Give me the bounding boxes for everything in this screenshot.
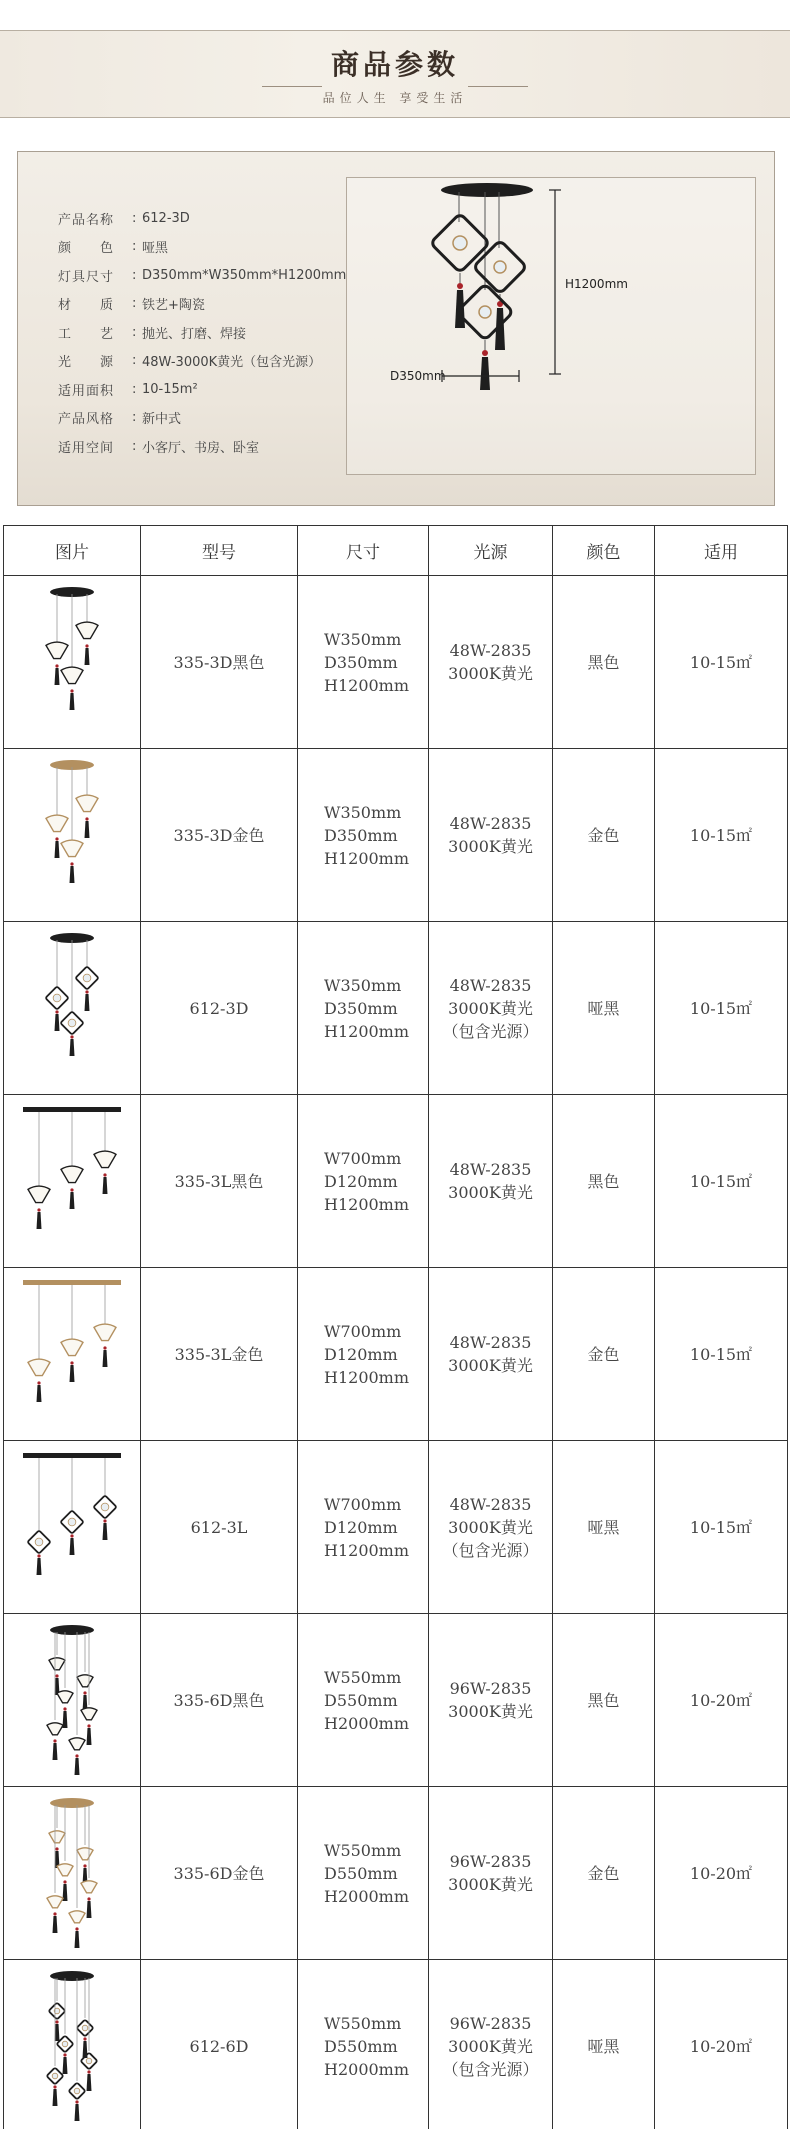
banner-divider-left (262, 86, 322, 87)
cell-model: 335-3D黑色 (141, 576, 298, 749)
cell-light (429, 1268, 553, 1441)
spec-list (58, 204, 346, 461)
cell-color: 哑黑 (553, 1441, 655, 1614)
cell-area: 10-20㎡ (655, 1614, 788, 1787)
size-line: H1200mm (324, 1021, 410, 1041)
spec-value: 612-3D (142, 210, 190, 226)
light-line: 96W-2835 (449, 1852, 532, 1871)
cell-model: 612-3L (141, 1441, 298, 1614)
spec-value: 10-15m² (142, 381, 198, 397)
width-dimension-label: D350mm (390, 369, 446, 383)
spec-separator: : (132, 210, 137, 226)
cell-size (298, 1095, 429, 1268)
cell-image (4, 922, 141, 1095)
table-row (4, 922, 788, 1095)
cell-model: 335-3D金色 (141, 749, 298, 922)
spec-row (58, 375, 346, 404)
cell-area: 10-15㎡ (655, 749, 788, 922)
light-line: 3000K黄光 (448, 1356, 533, 1375)
spec-value: 哑黑 (142, 241, 169, 257)
product-thumbnail-fan-3-round-gold (17, 755, 127, 915)
product-thumbnail-diamond-3-bar-black (17, 1447, 127, 1607)
size-line: W350mm (324, 629, 402, 649)
product-thumbnail-fan-6-round-gold (17, 1793, 127, 1953)
spec-label: 产品名称 (58, 212, 115, 228)
cell-area: 10-20㎡ (655, 1960, 788, 2129)
spec-row (58, 432, 346, 461)
spec-value: 新中式 (142, 412, 182, 428)
cell-color: 黑色 (553, 1614, 655, 1787)
header-model: 型号 (141, 526, 298, 576)
size-line: H1200mm (324, 1540, 410, 1560)
pendant-diamond-3 (457, 284, 514, 390)
light-line: （包含光源） (442, 1540, 539, 1560)
header-banner (0, 30, 790, 118)
cell-image (4, 1960, 141, 2129)
cell-size (298, 749, 429, 922)
spec-label: 材 质 (58, 298, 115, 314)
cell-color: 金色 (553, 1268, 655, 1441)
spec-value: 小客厅、书房、卧室 (142, 440, 260, 456)
size-line: D120mm (324, 1517, 398, 1537)
table-row (4, 1614, 788, 1787)
light-line: 96W-2835 (449, 2013, 532, 2033)
spec-separator: : (132, 239, 137, 255)
spec-label: 适用面积 (58, 383, 115, 399)
cell-model: 335-3L黑色 (141, 1095, 298, 1268)
product-thumbnail-fan-3-bar-gold (17, 1274, 127, 1434)
light-line: 48W-2835 (449, 1333, 532, 1352)
spec-separator: : (132, 381, 137, 397)
spec-row (58, 318, 346, 347)
spec-value: D350mm*W350mm*H1200mm (142, 267, 347, 283)
cell-area: 10-15㎡ (655, 1268, 788, 1441)
spec-value: 48W-3000K黄光（包含光源） (142, 355, 322, 371)
table-row (4, 1268, 788, 1441)
cell-size (298, 576, 429, 749)
canopy-shape (441, 183, 533, 197)
banner-divider-right (468, 86, 528, 87)
size-line: D120mm (324, 1171, 398, 1191)
cell-light (429, 1960, 553, 2129)
table-row (4, 1441, 788, 1614)
light-line: 48W-2835 (449, 1160, 532, 1179)
cell-model: 612-3D (141, 922, 298, 1095)
size-line: W700mm (324, 1321, 402, 1341)
spec-label: 颜 色 (58, 241, 115, 257)
size-line: D550mm (324, 1863, 398, 1883)
light-line: 48W-2835 (449, 975, 532, 995)
cell-color: 金色 (553, 749, 655, 922)
spec-row (58, 233, 346, 262)
cell-color: 黑色 (553, 1095, 655, 1268)
size-line: D350mm (324, 825, 398, 845)
size-line: H2000mm (324, 1713, 410, 1733)
product-table (3, 525, 788, 2129)
light-line: （包含光源） (442, 1021, 539, 1041)
cell-area: 10-20㎡ (655, 1787, 788, 1960)
size-line: W550mm (324, 2013, 402, 2033)
spec-separator: : (132, 353, 137, 369)
table-row (4, 576, 788, 749)
spec-label: 适用空间 (58, 440, 115, 456)
product-thumbnail-diamond-3-round-black (17, 928, 127, 1088)
cell-image (4, 576, 141, 749)
spec-row (58, 290, 346, 319)
cell-light (429, 922, 553, 1095)
product-thumbnail-fan-6-round-black (17, 1620, 127, 1780)
cell-image (4, 1441, 141, 1614)
cell-size (298, 922, 429, 1095)
header-light: 光源 (429, 526, 553, 576)
cell-image (4, 749, 141, 922)
spec-label: 灯具尺寸 (58, 269, 115, 285)
size-line: H1200mm (324, 675, 410, 695)
size-line: W350mm (324, 802, 402, 822)
size-line: W700mm (324, 1494, 402, 1514)
cell-color: 哑黑 (553, 922, 655, 1095)
size-line: D550mm (324, 2036, 398, 2056)
spec-row (58, 347, 346, 376)
size-line: H2000mm (324, 2059, 410, 2079)
pendant-diamond-2 (473, 240, 527, 350)
spec-separator: : (132, 267, 137, 283)
cell-area: 10-15㎡ (655, 576, 788, 749)
light-line: 48W-2835 (449, 1494, 532, 1514)
cell-model: 335-3L金色 (141, 1268, 298, 1441)
light-line: 3000K黄光 (448, 1702, 533, 1721)
cell-model: 612-6D (141, 1960, 298, 2129)
spec-separator: : (132, 438, 137, 454)
cell-light (429, 1095, 553, 1268)
light-line: 3000K黄光 (448, 1183, 533, 1202)
cell-image (4, 1787, 141, 1960)
light-line: （包含光源） (442, 2059, 539, 2079)
table-row (4, 1787, 788, 1960)
header-area: 适用 (655, 526, 788, 576)
size-line: W700mm (324, 1148, 402, 1168)
cell-model: 335-6D黑色 (141, 1614, 298, 1787)
size-line: H1200mm (324, 848, 410, 868)
product-thumbnail-diamond-6-round-black (17, 1966, 127, 2126)
spec-row (58, 404, 346, 433)
light-line: 3000K黄光 (448, 837, 533, 856)
cell-light (429, 1441, 553, 1614)
light-line: 3000K黄光 (448, 664, 533, 683)
size-line: D550mm (324, 1690, 398, 1710)
light-line: 48W-2835 (449, 641, 532, 660)
cell-size (298, 1268, 429, 1441)
spec-row (58, 261, 346, 290)
spec-value: 铁艺+陶瓷 (142, 298, 205, 314)
cell-color: 哑黑 (553, 1960, 655, 2129)
size-line: W550mm (324, 1840, 402, 1860)
spec-label: 光 源 (58, 355, 115, 371)
spec-label: 产品风格 (58, 412, 115, 428)
size-line: D350mm (324, 998, 398, 1018)
size-line: D120mm (324, 1344, 398, 1364)
spec-separator: : (132, 296, 137, 312)
light-line: 3000K黄光 (448, 1875, 533, 1894)
cell-color: 黑色 (553, 576, 655, 749)
size-line: D350mm (324, 652, 398, 672)
product-diagram-svg (347, 178, 757, 476)
size-line: W350mm (324, 975, 402, 995)
cell-image (4, 1268, 141, 1441)
header-image: 图片 (4, 526, 141, 576)
cell-size (298, 1787, 429, 1960)
cell-color: 金色 (553, 1787, 655, 1960)
light-line: 96W-2835 (449, 1679, 532, 1698)
cell-light (429, 576, 553, 749)
table-row (4, 749, 788, 922)
product-diagram (346, 177, 756, 475)
size-line: W550mm (324, 1667, 402, 1687)
table-row (4, 1095, 788, 1268)
page-title: 商品参数 (330, 48, 459, 81)
cell-area: 10-15㎡ (655, 922, 788, 1095)
size-line: H1200mm (324, 1367, 410, 1387)
size-line: H2000mm (324, 1886, 410, 1906)
product-thumbnail-fan-3-round-black (17, 582, 127, 742)
spec-separator: : (132, 324, 137, 340)
spec-separator: : (132, 410, 137, 426)
light-line: 3000K黄光 (448, 998, 533, 1018)
size-line: H1200mm (324, 1194, 410, 1214)
cell-size (298, 1441, 429, 1614)
light-line: 3000K黄光 (448, 2036, 533, 2056)
cell-light (429, 1614, 553, 1787)
header-size: 尺寸 (298, 526, 429, 576)
cell-light (429, 749, 553, 922)
height-dimension-label: H1200mm (565, 277, 628, 291)
cell-area: 10-15㎡ (655, 1441, 788, 1614)
light-line: 48W-2835 (449, 814, 532, 833)
table-header-row (4, 526, 788, 576)
cell-image (4, 1095, 141, 1268)
product-thumbnail-fan-3-bar-black (17, 1101, 127, 1261)
cell-image (4, 1614, 141, 1787)
cell-size (298, 1960, 429, 2129)
spec-label: 工 艺 (58, 326, 115, 342)
table-row (4, 1960, 788, 2129)
cell-area: 10-15㎡ (655, 1095, 788, 1268)
header-color: 颜色 (553, 526, 655, 576)
cell-size (298, 1614, 429, 1787)
light-line: 3000K黄光 (448, 1517, 533, 1537)
spec-row (58, 204, 346, 233)
spec-panel (17, 151, 775, 506)
cell-model: 335-6D金色 (141, 1787, 298, 1960)
cell-light (429, 1787, 553, 1960)
spec-value: 抛光、打磨、焊接 (142, 326, 247, 342)
page-subtitle: 品位人生 享受生活 (322, 91, 468, 105)
